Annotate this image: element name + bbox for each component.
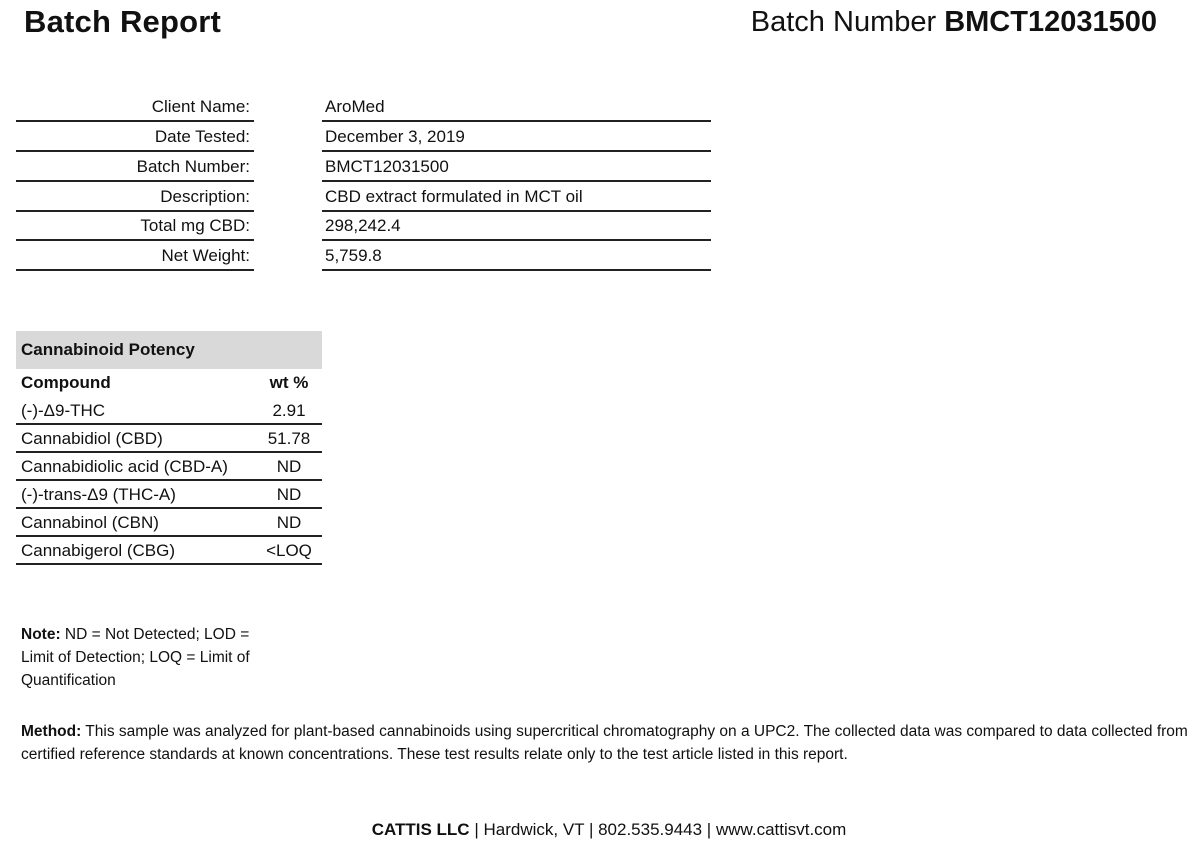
- info-label: Total mg CBD:: [16, 212, 254, 241]
- info-value: AroMed: [322, 93, 711, 122]
- info-value: 298,242.4: [322, 212, 711, 241]
- table-row: [16, 537, 322, 565]
- note-body: ND = Not Detected; LOD = Limit of Detection; LOQ = Limit of Quantification: [21, 626, 250, 689]
- batch-number-heading: [751, 6, 1157, 39]
- compound-name: Cannabigerol (CBG): [21, 541, 176, 560]
- compound-name: Cannabidiolic acid (CBD-A): [21, 457, 228, 476]
- potency-table-title: Cannabinoid Potency: [16, 331, 322, 369]
- potency-column-header-row: [16, 369, 322, 397]
- table-row: [16, 453, 322, 481]
- column-header-compound: Compound: [21, 373, 111, 392]
- info-label: Net Weight:: [16, 242, 254, 271]
- batch-number-heading-value: BMCT12031500: [944, 6, 1157, 38]
- compound-wt: ND: [276, 485, 302, 504]
- compound-name: Cannabidiol (CBD): [21, 429, 163, 448]
- method-text: [21, 720, 1196, 766]
- footer: [0, 820, 1200, 840]
- info-row-batch-number: [0, 153, 720, 183]
- note-label: Note:: [21, 626, 61, 643]
- compound-wt: 51.78: [267, 429, 311, 448]
- compound-wt: 2.91: [272, 401, 306, 420]
- info-label: Description:: [16, 183, 254, 212]
- info-label: Date Tested:: [16, 123, 254, 152]
- info-row-date-tested: [0, 123, 720, 153]
- cannabinoid-potency-table: [16, 331, 322, 565]
- table-row: [16, 425, 322, 453]
- batch-number-heading-label: Batch Number: [750, 6, 937, 38]
- table-row: [16, 509, 322, 537]
- info-label: Client Name:: [16, 93, 254, 122]
- compound-name: (-)-trans-Δ9 (THC-A): [21, 485, 176, 504]
- info-value: December 3, 2019: [322, 123, 711, 152]
- info-label: Batch Number:: [16, 153, 254, 182]
- compound-wt: ND: [276, 513, 302, 532]
- footer-company: CATTIS LLC: [371, 820, 470, 839]
- info-value: BMCT12031500: [322, 153, 711, 182]
- info-row-description: [0, 183, 720, 213]
- method-label: Method:: [21, 723, 82, 740]
- page-title: Batch Report: [24, 4, 222, 39]
- table-row: [16, 481, 322, 509]
- table-row: [16, 397, 322, 425]
- method-body: This sample was analyzed for plant-based cannabinoids using supercritical chromatography on a UPC2. The collected data was compared to data collected from certified reference standards at known concentrations. These test results relate only to the test article listed in this report.: [21, 723, 1188, 763]
- compound-name: (-)-Δ9-THC: [21, 401, 106, 420]
- info-row-total-mg-cbd: [0, 212, 720, 242]
- column-header-wt-percent: wt %: [269, 373, 309, 392]
- info-row-net-weight: [0, 242, 720, 272]
- info-value: 5,759.8: [322, 242, 711, 271]
- compound-name: Cannabinol (CBN): [21, 513, 159, 532]
- compound-wt: <LOQ: [266, 541, 312, 560]
- footer-details: | Hardwick, VT | 802.535.9443 | www.cattisvt.com: [474, 820, 847, 839]
- note-text: [21, 623, 261, 692]
- info-row-client-name: [0, 93, 720, 123]
- info-value: CBD extract formulated in MCT oil: [322, 183, 711, 212]
- compound-wt: ND: [276, 457, 302, 476]
